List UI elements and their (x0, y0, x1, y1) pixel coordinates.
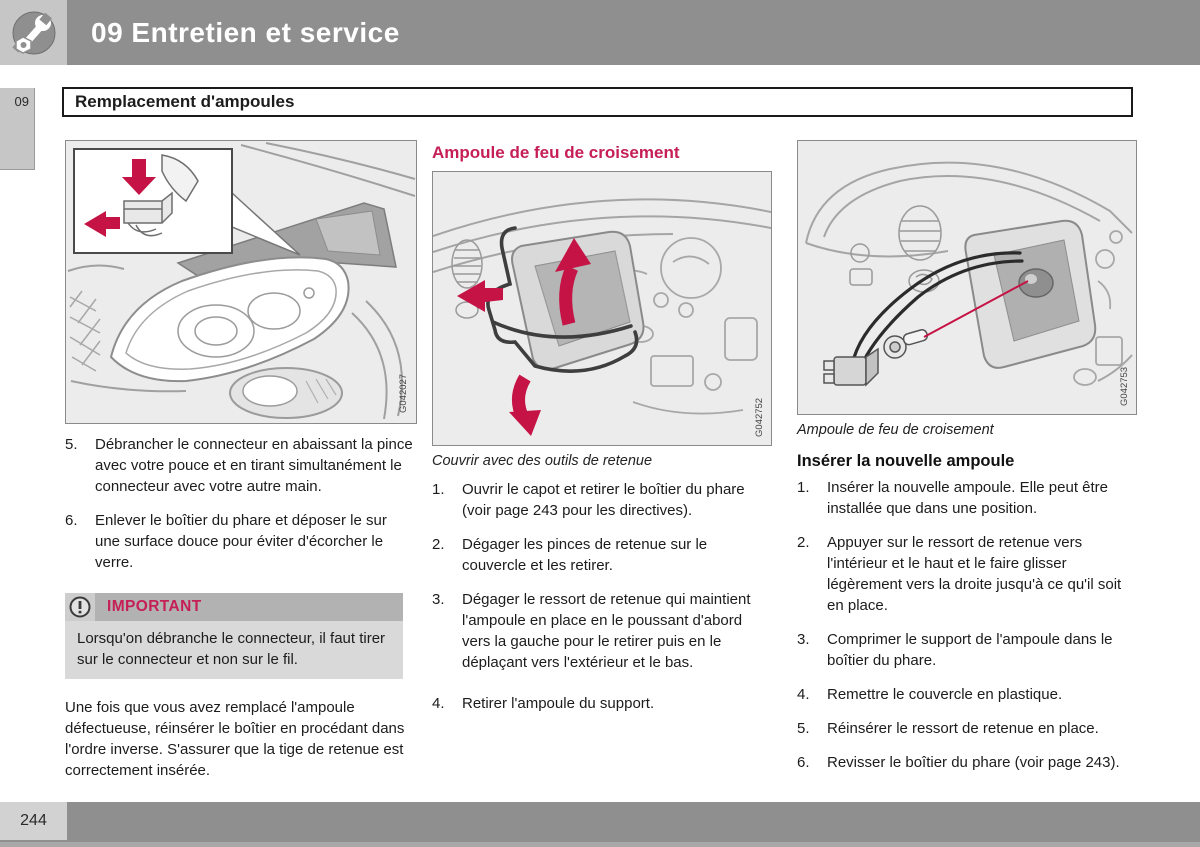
wrench-icon (11, 10, 57, 56)
exclamation-circle-icon (69, 596, 91, 618)
page-number: 244 (0, 802, 67, 840)
list-item (797, 532, 1135, 616)
figure-code: G042752 (754, 397, 765, 437)
step-text: Ouvrir le capot et retirer le boîtier du phare (voir page 243 pour les directives). (462, 481, 745, 519)
step-number: 1. (797, 479, 810, 496)
chapter-side-tab: 09 (0, 88, 35, 170)
list-item (797, 629, 1135, 671)
important-label: IMPORTANT (107, 598, 202, 615)
step-number: 3. (797, 631, 810, 648)
step-text: Enlever le boîtier du phare et déposer le sur une surface douce pour éviter d'écorcher le verre. (95, 512, 387, 571)
column-3 (797, 140, 1135, 786)
step-text: Comprimer le support de l'ampoule dans le boîtier du phare. (827, 631, 1113, 669)
step-text: Revisser le boîtier du phare (voir page 243). (827, 754, 1120, 771)
closing-paragraph: Une fois que vous avez remplacé l'ampoule défectueuse, réinsérer le boîtier en procédant dans l'ordre inverse. S'assurer que la tige de retenue est correctement insérée. (65, 699, 405, 779)
list-item (65, 510, 415, 573)
footer-strip (0, 842, 1200, 847)
step-text: Débrancher le connecteur en abaissant la pince avec votre pouce et en tirant simultanément le connecteur avec votre autre main. (95, 436, 413, 495)
step-text: Remettre le couvercle en plastique. (827, 686, 1063, 703)
chapter-title-bar (67, 0, 1200, 65)
page-title: Remplacement d'ampoules (75, 92, 295, 111)
step-number: 6. (65, 512, 78, 529)
step-number: 4. (797, 686, 810, 703)
important-icon-box (65, 593, 95, 621)
list-item (432, 589, 770, 673)
footer-bar (0, 802, 1200, 843)
step-number: 2. (797, 534, 810, 551)
figure-bulb-and-connector (797, 140, 1137, 415)
step-number: 5. (797, 720, 810, 737)
step-text: Dégager les pinces de retenue sur le couvercle et les retirer. (462, 536, 708, 574)
step-number: 3. (432, 591, 445, 608)
figure-code: G042027 (398, 373, 409, 413)
list-item (432, 693, 770, 714)
step-number: 4. (432, 695, 445, 712)
figure-retaining-spring (432, 171, 772, 446)
insert-bulb-steps-list (797, 477, 1135, 773)
chapter-title: 09 Entretien et service (91, 16, 400, 48)
figure-code: G042753 (1119, 366, 1130, 406)
list-item (432, 534, 770, 576)
chapter-header (0, 0, 1200, 65)
figure-headlight-front-view (65, 140, 417, 424)
list-item (432, 479, 770, 521)
step-number: 6. (797, 754, 810, 771)
step-text: Dégager le ressort de retenue qui maintient l'ampoule en place en le poussant d'abord vers la gauche pour le retirer puis en le déplaçant vers l'extérieur et le bas. (462, 591, 751, 671)
list-item (797, 477, 1135, 519)
figure-caption: Couvrir avec des outils de retenue (432, 453, 653, 469)
step-text: Retirer l'ampoule du support. (462, 695, 655, 712)
important-box (65, 593, 403, 679)
section-heading: Ampoule de feu de croisement (432, 143, 680, 162)
list-item (65, 434, 415, 497)
list-item (797, 718, 1135, 739)
step-number: 1. (432, 481, 445, 498)
column-2 (432, 140, 770, 727)
step-number: 2. (432, 536, 445, 553)
step-text: Réinsérer le ressort de retenue en place. (827, 720, 1099, 737)
step-number: 5. (65, 436, 78, 453)
step-text: Insérer la nouvelle ampoule. Elle peut être installée que dans une position. (827, 479, 1109, 517)
remove-steps-list (65, 434, 415, 573)
page-heading-box (62, 87, 1133, 117)
insert-bulb-heading: Insérer la nouvelle ampoule (797, 452, 1015, 470)
step-text: Appuyer sur le ressort de retenue vers l'intérieur et le haut et le faire glisser légèrement vers la droite jusqu'à ce qu'il soit en place. (827, 534, 1122, 614)
column-1 (65, 140, 415, 781)
list-item (797, 752, 1135, 773)
important-text: Lorsqu'on débranche le connecteur, il faut tirer sur le connecteur et non sur le fil. (65, 621, 403, 679)
remove-bulb-steps-list (432, 479, 770, 714)
important-header (65, 593, 403, 621)
list-item (797, 684, 1135, 705)
figure-caption: Ampoule de feu de croisement (797, 422, 994, 438)
chapter-icon-box (0, 0, 67, 65)
